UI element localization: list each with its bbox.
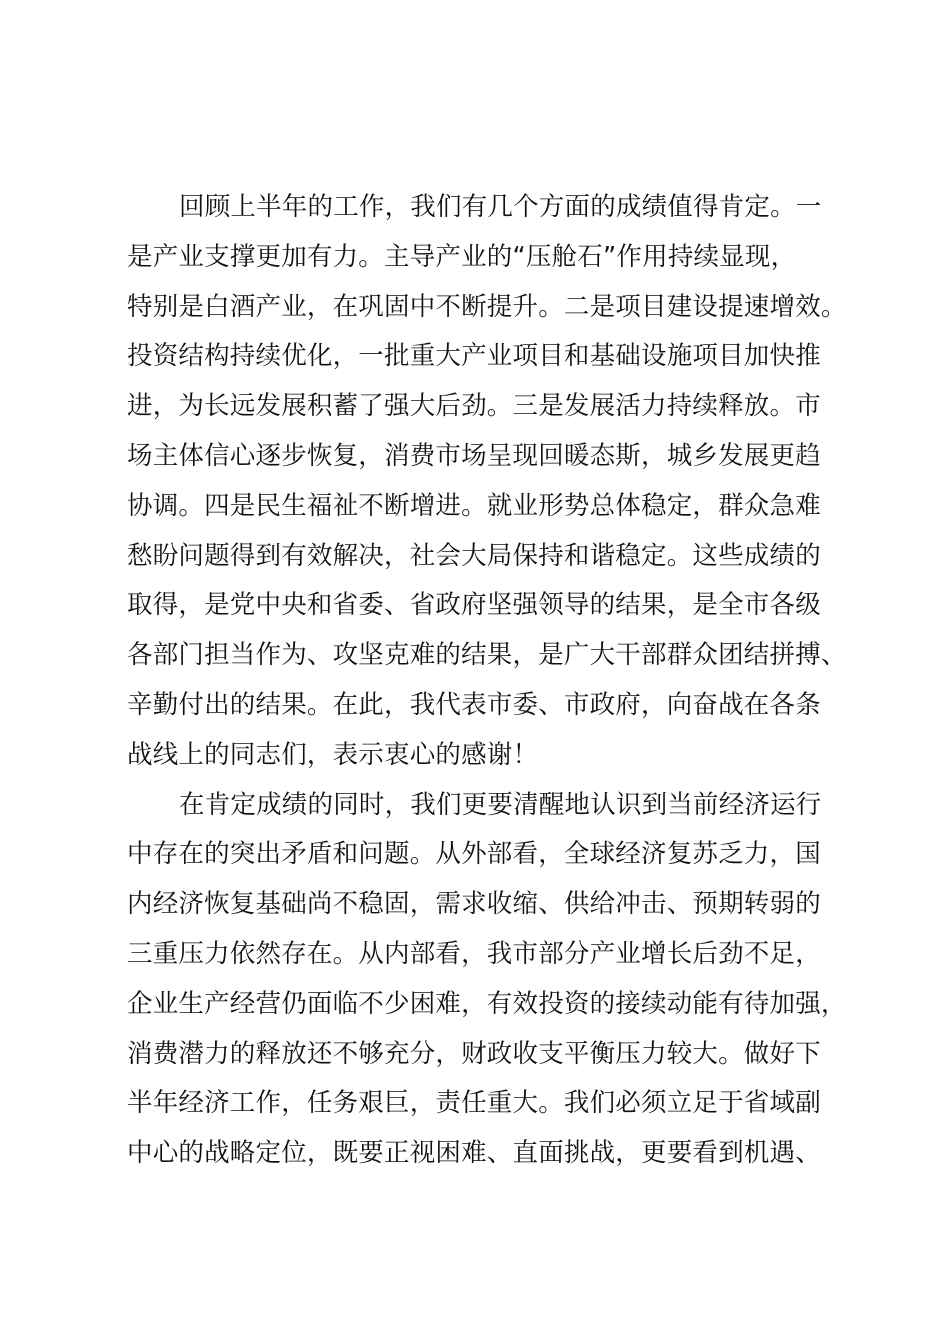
paragraph-line: 各部门担当作为、攻坚克难的结果，是广大干部群众团结拼搏、	[127, 640, 847, 671]
paragraph-line: 是产业支撑更加有力。主导产业的“压舱石”作用持续显现，	[127, 241, 797, 272]
paragraph-line: 战线上的同志们，表示衷心的感谢！	[127, 739, 539, 770]
paragraph-line: 中存在的突出矛盾和问题。从外部看，全球经济复苏乏力，国	[127, 839, 821, 870]
paragraph-1	[127, 183, 867, 781]
paragraph-line: 回顾上半年的工作，我们有几个方面的成绩值得肯定。一	[179, 192, 822, 222]
paragraph-2	[127, 781, 867, 1179]
paragraph-line: 中心的战略定位，既要正视困难、直面挑战，更要看到机遇、	[127, 1138, 821, 1169]
paragraph-line: 三重压力依然存在。从内部看，我市部分产业增长后劲不足，	[127, 938, 821, 969]
paragraph-line: 半年经济工作，任务艰巨，责任重大。我们必须立足于省域副	[127, 1088, 821, 1119]
paragraph-line: 进，为长远发展积蓄了强大后劲。三是发展活力持续释放。市	[127, 391, 821, 422]
paragraph-line: 取得，是党中央和省委、省政府坚强领导的结果，是全市各级	[127, 590, 821, 621]
paragraph-line: 特别是白酒产业，在巩固中不断提升。二是项目建设提速增效。	[127, 291, 847, 322]
paragraph-line: 协调。四是民生福祉不断增进。就业形势总体稳定，群众急难	[127, 490, 821, 521]
paragraph-line: 在肯定成绩的同时，我们更要清醒地认识到当前经济运行	[179, 789, 822, 820]
paragraph-line: 场主体信心逐步恢复，消费市场呈现回暖态斯，城乡发展更趋	[127, 440, 821, 471]
paragraph-line: 投资结构持续优化，一批重大产业项目和基础设施项目加快推	[127, 341, 821, 372]
paragraph-line: 辛勤付出的结果。在此，我代表市委、市政府，向奋战在各条	[127, 689, 821, 720]
paragraph-line: 消费潜力的释放还不够充分，财政收支平衡压力较大。做好下	[127, 1038, 821, 1069]
paragraph-line: 愁盼问题得到有效解决，社会大局保持和谐稳定。这些成绩的	[127, 540, 821, 571]
document-body	[127, 183, 867, 1179]
paragraph-line: 企业生产经营仍面临不少困难，有效投资的接续动能有待加强，	[127, 988, 847, 1019]
paragraph-line: 内经济恢复基础尚不稳固，需求收缩、供给冲击、预期转弱的	[127, 889, 821, 920]
